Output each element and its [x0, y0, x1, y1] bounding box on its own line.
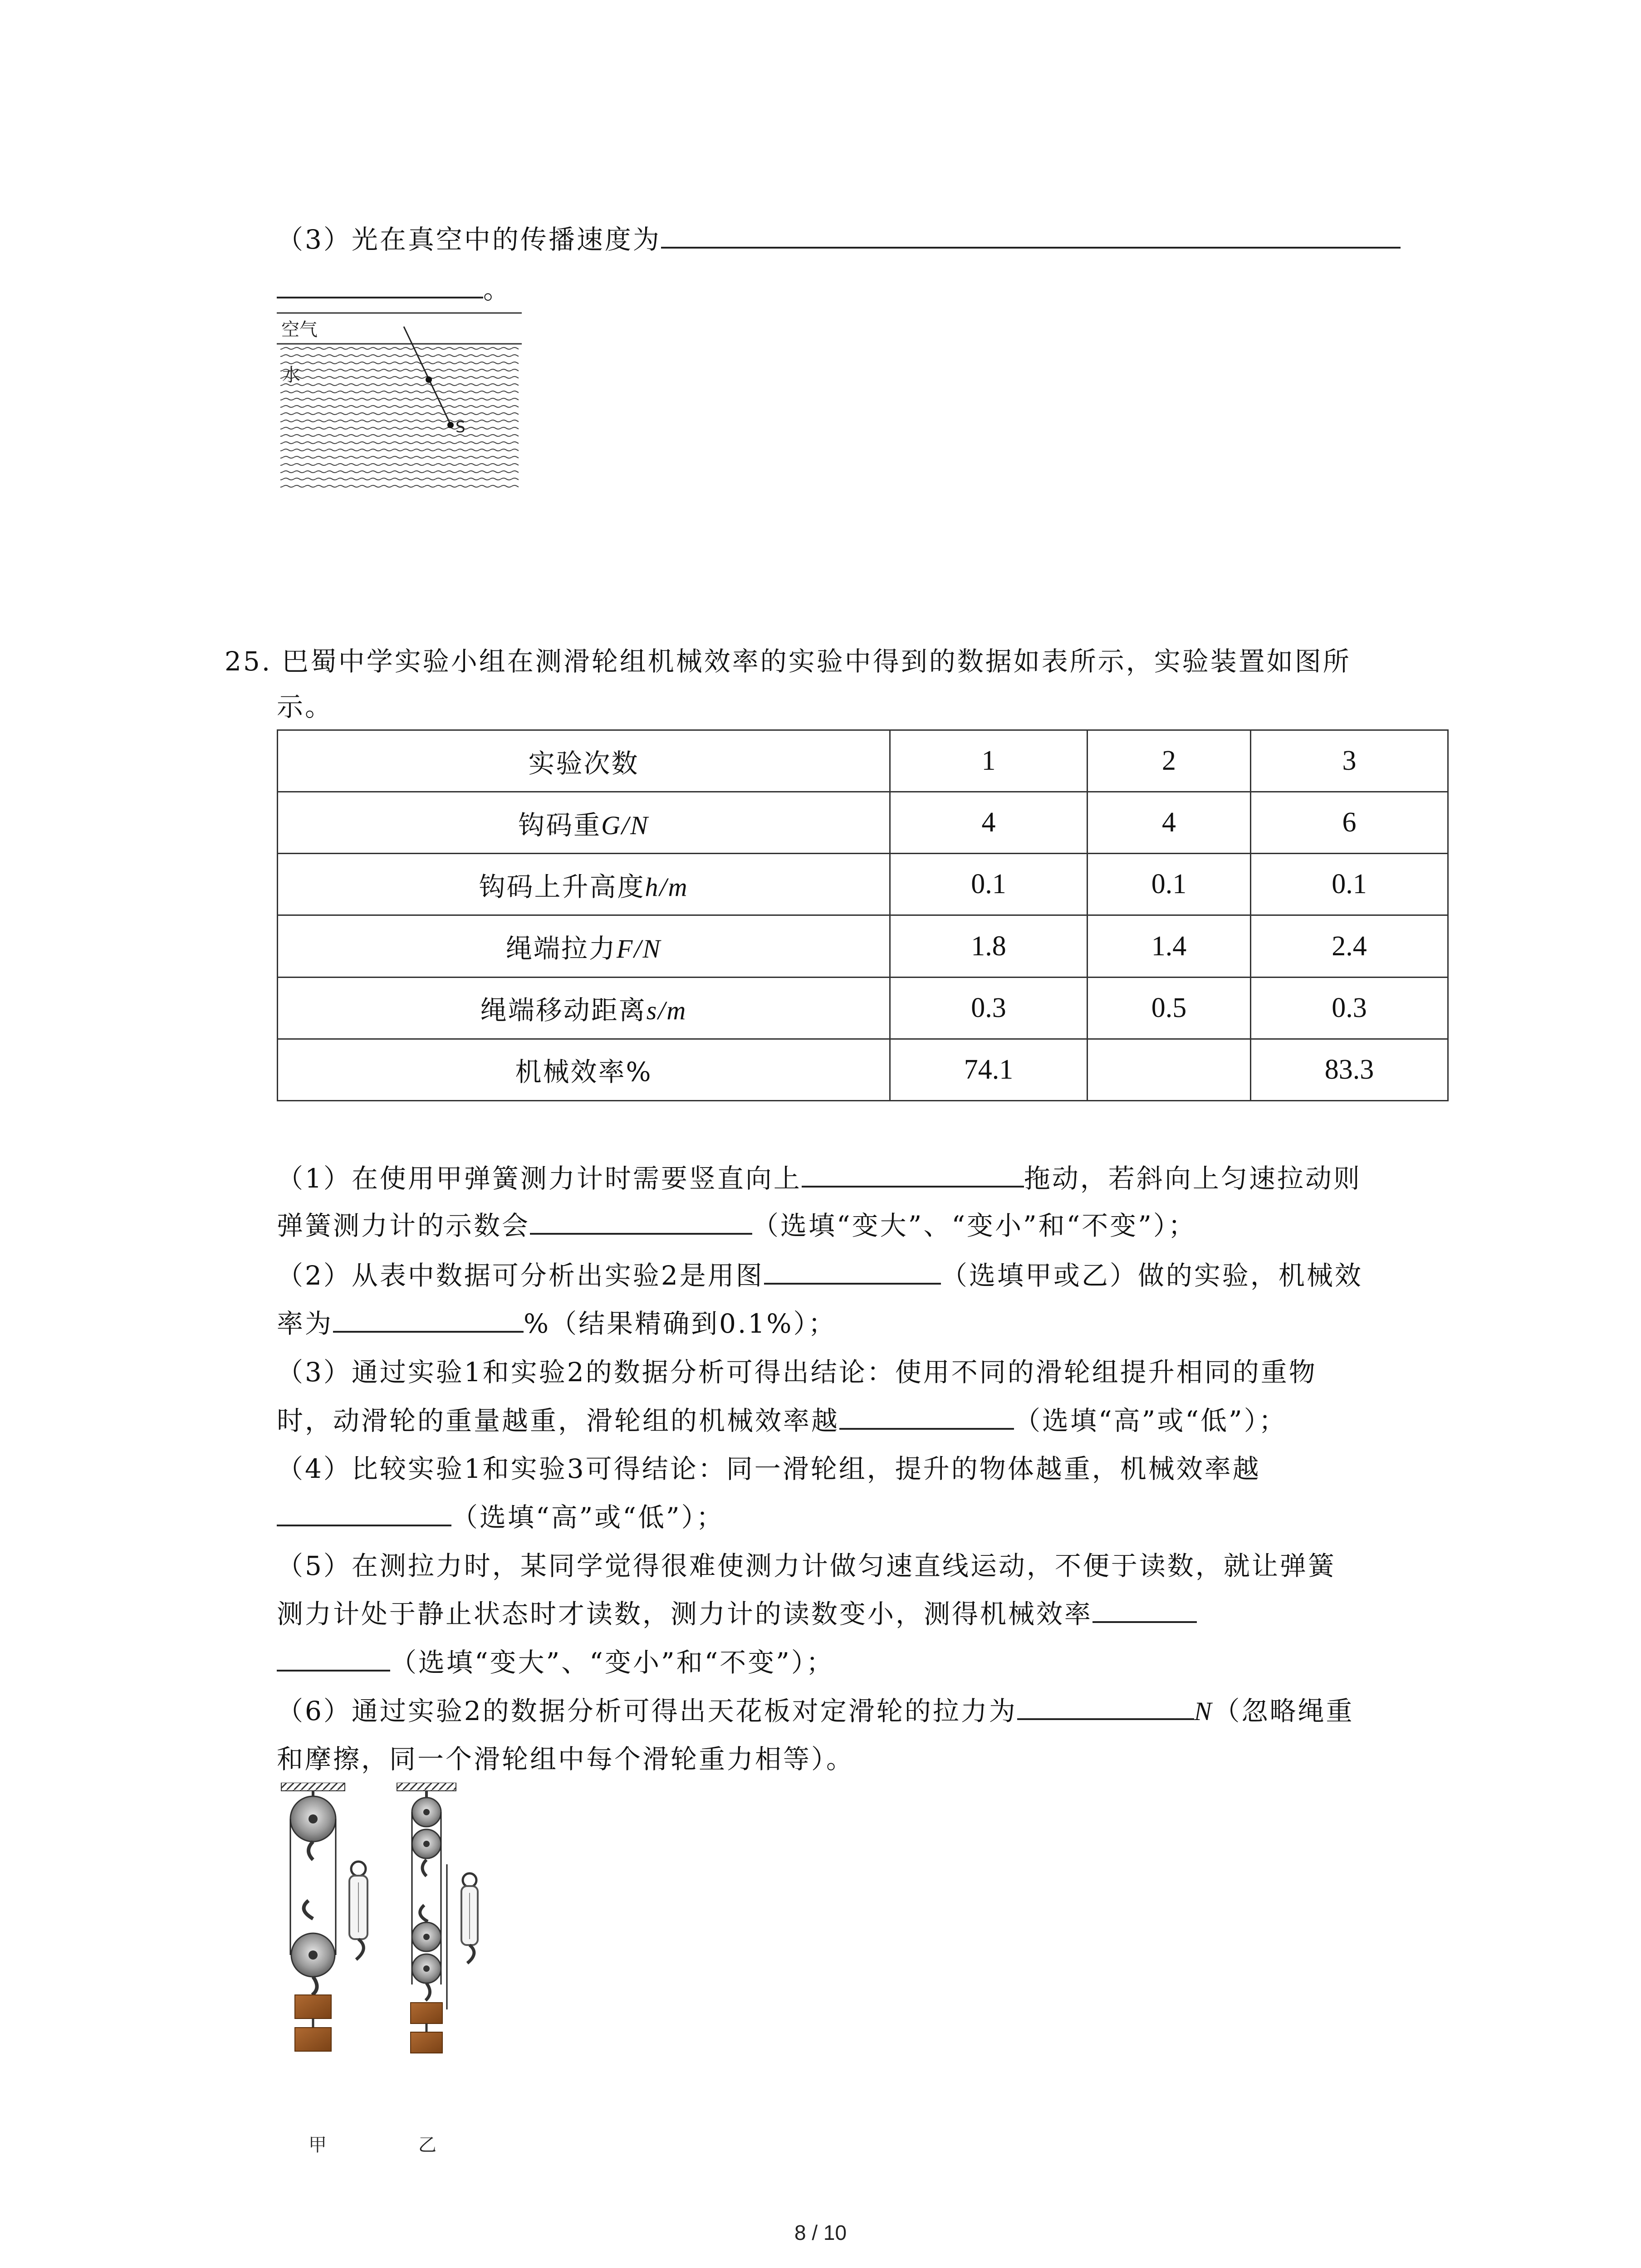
question-text: （选填甲或乙）做的实验，机械效 [941, 1260, 1363, 1291]
pulley-setup-a [281, 1783, 367, 2051]
q25-part1-line2 [277, 1207, 1196, 1244]
table-cell: 4 [890, 792, 1087, 854]
question-text: 率为 [277, 1308, 333, 1339]
q24-part3-prompt: （3）光在真空中的传播速度为 [277, 224, 661, 255]
q25-part6-line2 [277, 1741, 854, 1777]
weight-block [411, 2003, 442, 2024]
answer-blank[interactable] [802, 1160, 1024, 1188]
weight-block [295, 1995, 331, 2019]
page-number: 8 / 10 [794, 2221, 847, 2244]
row-label: 钩码上升高度h/m [278, 854, 890, 915]
table-cell: 83.3 [1251, 1039, 1448, 1100]
table-cell [1087, 1039, 1251, 1100]
source-point [447, 422, 454, 428]
answer-blank[interactable] [277, 1644, 390, 1672]
question-text: 拖动，若斜向上匀速拉动则 [1024, 1163, 1362, 1194]
table-cell: 2.4 [1251, 915, 1448, 977]
table-header-cell: 2 [1087, 730, 1251, 792]
table-cell: 1.4 [1087, 915, 1251, 977]
table-cell: 0.1 [890, 854, 1087, 915]
table-cell: 0.5 [1087, 977, 1251, 1039]
row-label: 机械效率% [278, 1039, 890, 1100]
answer-blank[interactable] [277, 271, 483, 298]
water-body [280, 347, 519, 492]
q25-part2-line1 [277, 1257, 1363, 1294]
q24-part3-end: 。 [483, 274, 512, 305]
table-row [278, 977, 1448, 1039]
table-cell: 0.1 [1087, 854, 1251, 915]
question-text: 和摩擦，同一个滑轮组中每个滑轮重力相等）。 [277, 1744, 855, 1774]
weight-block [411, 2032, 442, 2053]
row-label: 钩码重G/N [278, 792, 890, 854]
pulley-system-figure [272, 1783, 508, 2164]
table-row [278, 792, 1448, 854]
question-text: （1）在使用甲弹簧测力计时需要竖直向上 [277, 1163, 802, 1194]
answer-blank[interactable] [333, 1305, 524, 1333]
q25-number: 25. [225, 646, 272, 677]
question-text: （2）从表中数据可分析出实验2是用图 [277, 1260, 764, 1291]
q25-part4-line2 [277, 1499, 725, 1535]
row-label: 绳端拉力F/N [278, 915, 890, 977]
answer-blank[interactable] [764, 1257, 941, 1285]
q25-stem-line2 [277, 689, 333, 725]
table-cell: 1.8 [890, 915, 1087, 977]
answer-blank[interactable] [277, 1499, 451, 1526]
table-header-cell: 1 [890, 730, 1087, 792]
q25-part5-line2 [277, 1596, 1197, 1632]
row-label: 绳端移动距离s/m [278, 977, 890, 1039]
air-label: 空气 [281, 319, 318, 340]
water-refraction-figure [272, 308, 526, 499]
table-header-cell: 实验次数 [278, 730, 890, 792]
table-cell: 0.1 [1251, 854, 1448, 915]
source-label: S [456, 418, 465, 436]
q25-stem-line1 [225, 643, 1351, 679]
question-text: 时，动滑轮的重量越重，滑轮组的机械效率越 [277, 1405, 840, 1436]
question-text: （选填“变大”、“变小”和“不变”）； [390, 1647, 834, 1678]
q25-part4-line1 [277, 1451, 1261, 1487]
question-text: （选填“高”或“低”）； [1014, 1405, 1287, 1436]
question-text: 测力计处于静止状态时才读数，测力计的读数变小，测得机械效率 [277, 1598, 1093, 1629]
table-row [278, 1039, 1448, 1100]
question-text: （选填“变大”、“变小”和“不变”）； [752, 1210, 1196, 1241]
figure-label-a: 甲 [309, 2135, 327, 2156]
table-cell: 4 [1087, 792, 1251, 854]
table-cell: 0.3 [1251, 977, 1448, 1039]
q24-part3-text [277, 221, 1401, 258]
q25-part3-line2 [277, 1403, 1287, 1439]
q25-part2-line2 [277, 1305, 836, 1342]
q25-part6-line1 [277, 1693, 1354, 1730]
question-text: （6）通过实验2的数据分析可得出天花板对定滑轮的拉力为 [277, 1696, 1017, 1726]
q24-part3-continued [277, 271, 511, 308]
q25-stem-text: 巴蜀中学实验小组在测滑轮组机械效率的实验中得到的数据如表所示，实验装置如图所 [282, 646, 1351, 677]
answer-blank[interactable] [1092, 1596, 1197, 1623]
question-text: %（结果精确到0.1%）； [524, 1308, 837, 1339]
question-text: （忽略绳重 [1213, 1696, 1354, 1726]
answer-blank[interactable] [839, 1403, 1014, 1430]
water-label: 水 [282, 365, 300, 386]
table-row [278, 915, 1448, 977]
question-text: （3）通过实验1和实验2的数据分析可得出结论：使用不同的滑轮组提升相同的重物 [277, 1357, 1317, 1388]
ray-point [426, 376, 432, 383]
question-text: 弹簧测力计的示数会 [277, 1210, 530, 1241]
answer-blank[interactable] [1017, 1693, 1194, 1720]
q25-part3-line1 [277, 1354, 1317, 1390]
q25-part5-line3 [277, 1644, 834, 1681]
question-text: （5）在测拉力时，某同学觉得很难使测力计做匀速直线运动，不便于读数，就让弹簧 [277, 1550, 1336, 1581]
table-header-cell: 3 [1251, 730, 1448, 792]
table-row [278, 854, 1448, 915]
weight-block [295, 2028, 331, 2051]
data-table [277, 729, 1449, 1101]
q25-stem-text-2: 示。 [277, 691, 333, 722]
q25-part5-line1 [277, 1548, 1336, 1584]
question-text: （4）比较实验1和实验3可得结论：同一滑轮组，提升的物体越重，机械效率越 [277, 1453, 1261, 1484]
table-cell: 6 [1251, 792, 1448, 854]
answer-blank[interactable] [661, 221, 1401, 249]
unit-label: N [1194, 1696, 1214, 1726]
q25-part1-line1 [277, 1160, 1362, 1197]
table-cell: 0.3 [890, 977, 1087, 1039]
table-header-row [278, 730, 1448, 792]
pulley-setup-b [397, 1783, 478, 2053]
figure-label-b: 乙 [418, 2135, 436, 2156]
table-cell: 74.1 [890, 1039, 1087, 1100]
question-text: （选填“高”或“低”）； [451, 1502, 725, 1533]
answer-blank[interactable] [530, 1207, 752, 1235]
